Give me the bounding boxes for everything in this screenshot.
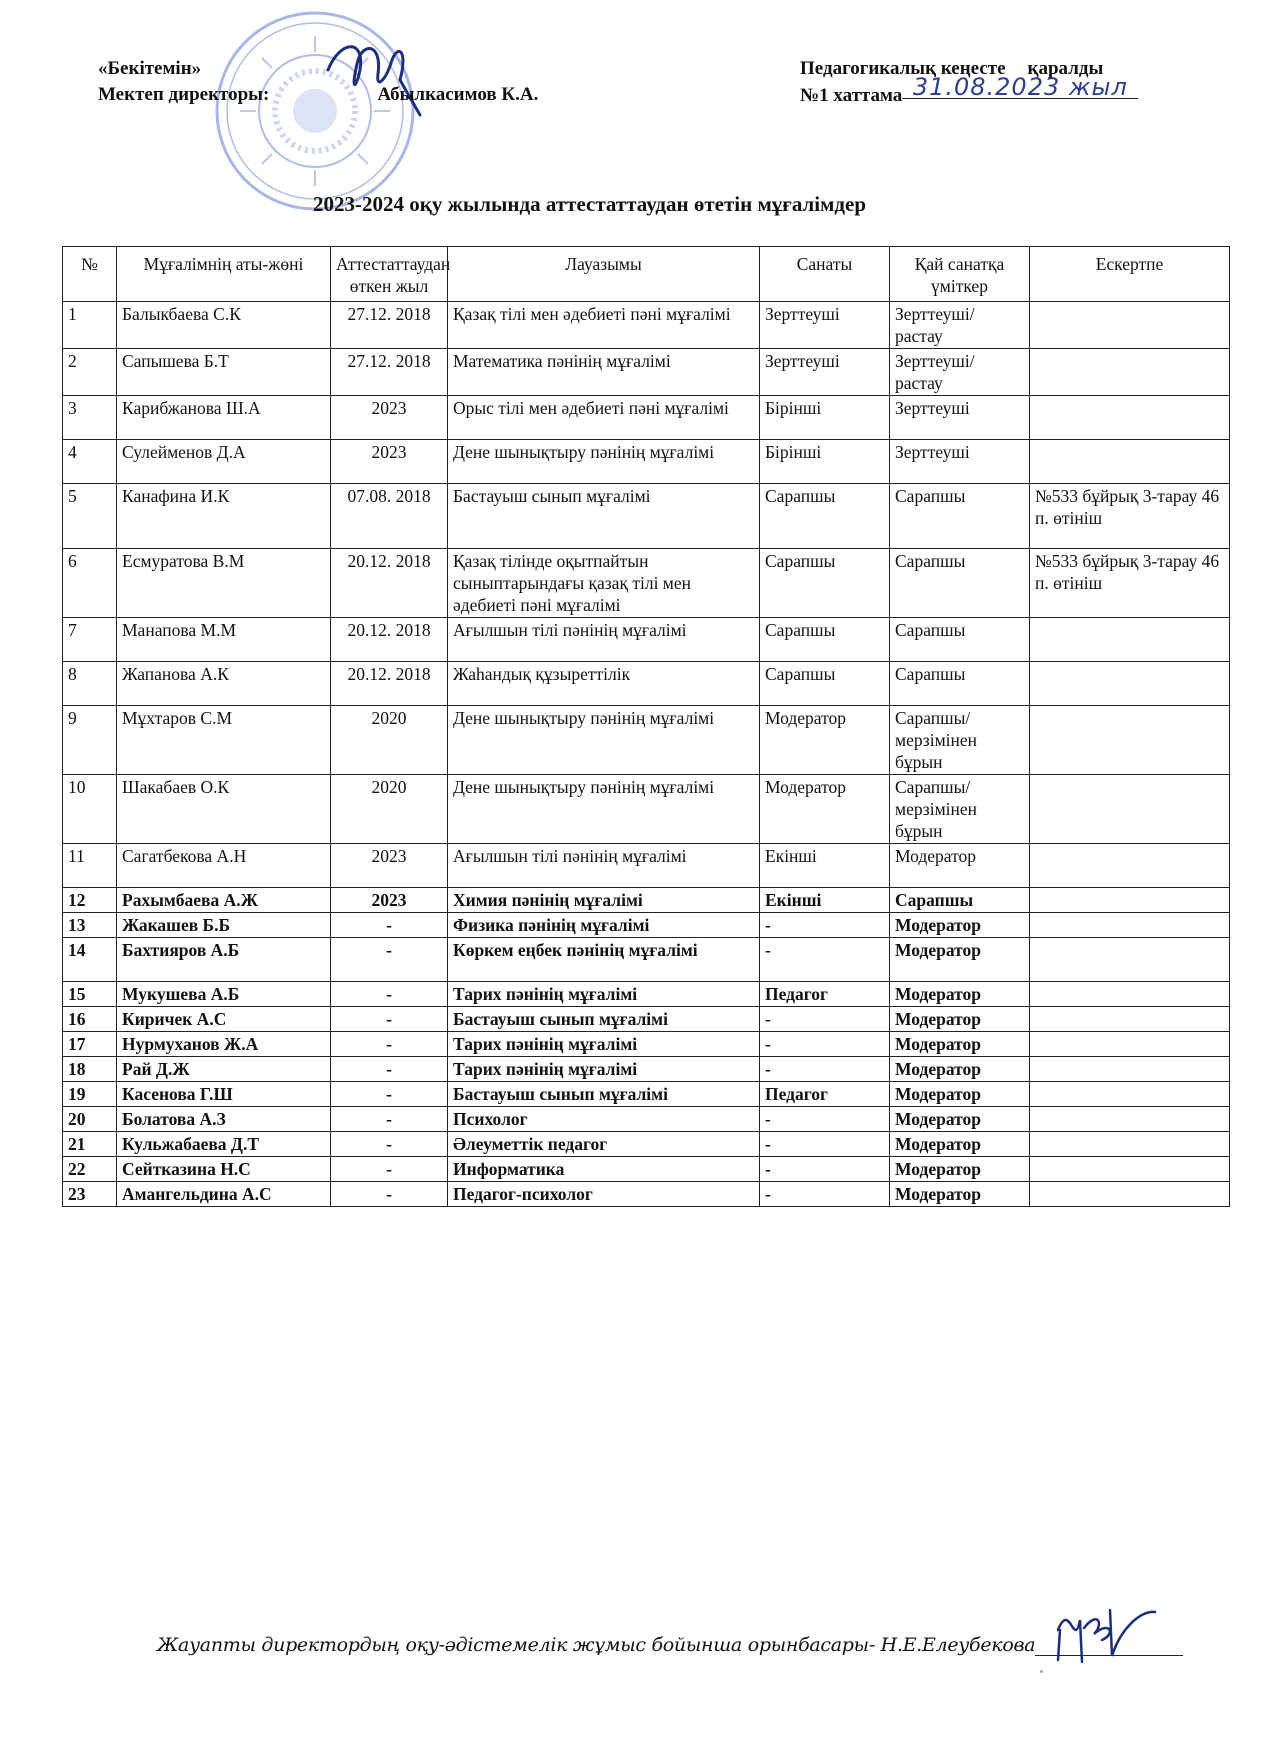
row-category: Екінші bbox=[760, 888, 890, 913]
row-applied-category: Зерттеуші bbox=[890, 440, 1030, 484]
row-teacher-name: Сейтказина Н.С bbox=[117, 1157, 331, 1182]
row-number: 12 bbox=[63, 888, 117, 913]
row-attestation-year: 2020 bbox=[331, 706, 448, 775]
director-label: Мектеп директоры: bbox=[98, 84, 270, 105]
row-note bbox=[1030, 1182, 1230, 1207]
row-note bbox=[1030, 302, 1230, 349]
row-attestation-year: 2020 bbox=[331, 775, 448, 844]
row-note bbox=[1030, 396, 1230, 440]
row-position: Әлеуметтік педагог bbox=[448, 1132, 760, 1157]
row-number: 15 bbox=[63, 982, 117, 1007]
table-row bbox=[63, 484, 1230, 549]
responsible-footer bbox=[157, 1634, 1183, 1656]
row-teacher-name: Сапышева Б.Т bbox=[117, 349, 331, 396]
row-position: Дене шынықтыру пәнінің мұғалімі bbox=[448, 440, 760, 484]
row-category: Педагог bbox=[760, 982, 890, 1007]
header-position: Лауазымы bbox=[448, 247, 760, 302]
row-note bbox=[1030, 1007, 1230, 1032]
row-number: 22 bbox=[63, 1157, 117, 1182]
row-attestation-year: 2023 bbox=[331, 440, 448, 484]
table-row bbox=[63, 662, 1230, 706]
row-number: 3 bbox=[63, 396, 117, 440]
row-number: 21 bbox=[63, 1132, 117, 1157]
row-number: 7 bbox=[63, 618, 117, 662]
row-note bbox=[1030, 440, 1230, 484]
row-category: Бірінші bbox=[760, 440, 890, 484]
row-applied-category: Модератор bbox=[890, 844, 1030, 888]
row-note bbox=[1030, 1107, 1230, 1132]
row-number: 2 bbox=[63, 349, 117, 396]
row-category: Сарапшы bbox=[760, 618, 890, 662]
row-category: Модератор bbox=[760, 775, 890, 844]
row-teacher-name: Жакашев Б.Б bbox=[117, 913, 331, 938]
row-position: Тарих пәнінің мұғалімі bbox=[448, 982, 760, 1007]
table-row bbox=[63, 1057, 1230, 1082]
row-note bbox=[1030, 888, 1230, 913]
table-row bbox=[63, 938, 1230, 982]
row-position: Қазақ тілінде оқытпайтын сыныптарындағы қазақ тілі мен әдебиеті пәні мұғалімі bbox=[448, 549, 760, 618]
row-applied-category: Модератор bbox=[890, 1057, 1030, 1082]
row-number: 16 bbox=[63, 1007, 117, 1032]
row-teacher-name: Карибжанова Ш.А bbox=[117, 396, 331, 440]
table-row bbox=[63, 1032, 1230, 1057]
row-note bbox=[1030, 706, 1230, 775]
row-teacher-name: Касенова Г.Ш bbox=[117, 1082, 331, 1107]
row-note bbox=[1030, 1157, 1230, 1182]
row-category: Екінші bbox=[760, 844, 890, 888]
row-attestation-year: - bbox=[331, 1032, 448, 1057]
row-number: 17 bbox=[63, 1032, 117, 1057]
row-number: 19 bbox=[63, 1082, 117, 1107]
row-note bbox=[1030, 938, 1230, 982]
row-applied-category: Модератор bbox=[890, 1182, 1030, 1207]
row-applied-category: Сарапшы bbox=[890, 662, 1030, 706]
row-applied-category: Зерттеуші/ растау bbox=[890, 349, 1030, 396]
header-applied: Қай санатқа үміткер bbox=[890, 247, 1030, 302]
row-applied-category: Модератор bbox=[890, 982, 1030, 1007]
row-applied-category: Модератор bbox=[890, 1007, 1030, 1032]
row-number: 10 bbox=[63, 775, 117, 844]
row-number: 8 bbox=[63, 662, 117, 706]
row-attestation-year: 20.12. 2018 bbox=[331, 549, 448, 618]
row-note bbox=[1030, 1057, 1230, 1082]
row-applied-category: Сарапшы/ мерзімінен бұрын bbox=[890, 775, 1030, 844]
row-attestation-year: 2023 bbox=[331, 888, 448, 913]
row-position: Ағылшын тілі пәнінің мұғалімі bbox=[448, 618, 760, 662]
row-attestation-year: - bbox=[331, 982, 448, 1007]
row-teacher-name: Рай Д.Ж bbox=[117, 1057, 331, 1082]
row-teacher-name: Жапанова А.К bbox=[117, 662, 331, 706]
row-note bbox=[1030, 662, 1230, 706]
row-attestation-year: - bbox=[331, 1107, 448, 1132]
row-applied-category: Модератор bbox=[890, 938, 1030, 982]
header-num: № bbox=[63, 247, 117, 302]
row-applied-category: Сарапшы/ мерзімінен бұрын bbox=[890, 706, 1030, 775]
row-category: - bbox=[760, 1132, 890, 1157]
table-row bbox=[63, 1157, 1230, 1182]
row-number: 6 bbox=[63, 549, 117, 618]
row-teacher-name: Рахымбаева А.Ж bbox=[117, 888, 331, 913]
row-position: Психолог bbox=[448, 1107, 760, 1132]
row-number: 14 bbox=[63, 938, 117, 982]
row-note bbox=[1030, 982, 1230, 1007]
row-teacher-name: Сулейменов Д.А bbox=[117, 440, 331, 484]
row-applied-category: Модератор bbox=[890, 1032, 1030, 1057]
row-attestation-year: - bbox=[331, 1182, 448, 1207]
row-number: 5 bbox=[63, 484, 117, 549]
director-name: Абылкасимов К.А. bbox=[377, 84, 539, 105]
row-note: №533 бұйрық 3-тарау 46 п. өтініш bbox=[1030, 549, 1230, 618]
row-attestation-year: - bbox=[331, 1157, 448, 1182]
row-applied-category: Сарапшы bbox=[890, 549, 1030, 618]
row-applied-category: Сарапшы bbox=[890, 888, 1030, 913]
table-header-row bbox=[63, 247, 1230, 302]
row-teacher-name: Мұхтаров С.М bbox=[117, 706, 331, 775]
row-position: Тарих пәнінің мұғалімі bbox=[448, 1032, 760, 1057]
row-number: 1 bbox=[63, 302, 117, 349]
deputy-signature-icon bbox=[1040, 1590, 1160, 1670]
header-year: Аттестаттаудан өткен жыл bbox=[331, 247, 448, 302]
row-applied-category: Зерттеуші bbox=[890, 396, 1030, 440]
row-number: 9 bbox=[63, 706, 117, 775]
row-category: - bbox=[760, 1032, 890, 1057]
council-block bbox=[800, 56, 1138, 109]
row-category: Бірінші bbox=[760, 396, 890, 440]
table-row bbox=[63, 302, 1230, 349]
row-number: 4 bbox=[63, 440, 117, 484]
row-position: Бастауыш сынып мұғалімі bbox=[448, 484, 760, 549]
header-name: Мұғалімнің аты-жөні bbox=[117, 247, 331, 302]
row-position: Математика пәнінің мұғалімі bbox=[448, 349, 760, 396]
row-applied-category: Модератор bbox=[890, 1157, 1030, 1182]
row-applied-category: Сарапшы bbox=[890, 484, 1030, 549]
row-applied-category: Зерттеуші/ растау bbox=[890, 302, 1030, 349]
table-row bbox=[63, 775, 1230, 844]
row-position: Химия пәнінің мұғалімі bbox=[448, 888, 760, 913]
row-attestation-year: 2023 bbox=[331, 844, 448, 888]
row-applied-category: Модератор bbox=[890, 913, 1030, 938]
scan-dot bbox=[1040, 1670, 1043, 1673]
table-row bbox=[63, 1132, 1230, 1157]
row-position: Информатика bbox=[448, 1157, 760, 1182]
row-attestation-year: - bbox=[331, 913, 448, 938]
row-number: 20 bbox=[63, 1107, 117, 1132]
row-teacher-name: Сагатбекова А.Н bbox=[117, 844, 331, 888]
row-position: Дене шынықтыру пәнінің мұғалімі bbox=[448, 775, 760, 844]
table-row bbox=[63, 888, 1230, 913]
table-row bbox=[63, 1082, 1230, 1107]
row-number: 11 bbox=[63, 844, 117, 888]
row-attestation-year: 27.12. 2018 bbox=[331, 349, 448, 396]
header-category: Санаты bbox=[760, 247, 890, 302]
row-note bbox=[1030, 1132, 1230, 1157]
table-row bbox=[63, 913, 1230, 938]
protocol-date: 31.08.2023 жыл bbox=[902, 76, 1138, 99]
approval-block bbox=[98, 56, 538, 108]
row-category: Сарапшы bbox=[760, 662, 890, 706]
table-row bbox=[63, 844, 1230, 888]
row-position: Бастауыш сынып мұғалімі bbox=[448, 1082, 760, 1107]
row-category: Сарапшы bbox=[760, 484, 890, 549]
row-teacher-name: Нурмуханов Ж.А bbox=[117, 1032, 331, 1057]
row-position: Педагог-психолог bbox=[448, 1182, 760, 1207]
table-row bbox=[63, 549, 1230, 618]
row-attestation-year: - bbox=[331, 1007, 448, 1032]
row-teacher-name: Манапова М.М bbox=[117, 618, 331, 662]
attestation-table bbox=[62, 246, 1230, 1207]
row-category: Сарапшы bbox=[760, 549, 890, 618]
table-row bbox=[63, 618, 1230, 662]
table-row bbox=[63, 982, 1230, 1007]
table-row bbox=[63, 1007, 1230, 1032]
row-attestation-year: - bbox=[331, 1082, 448, 1107]
row-teacher-name: Кульжабаева Д.Т bbox=[117, 1132, 331, 1157]
row-teacher-name: Канафина И.К bbox=[117, 484, 331, 549]
row-applied-category: Модератор bbox=[890, 1082, 1030, 1107]
council-considered: қаралды bbox=[1027, 58, 1104, 79]
row-note bbox=[1030, 618, 1230, 662]
row-category: - bbox=[760, 938, 890, 982]
row-teacher-name: Мукушева А.Б bbox=[117, 982, 331, 1007]
row-position: Жаһандық құзыреттілік bbox=[448, 662, 760, 706]
row-attestation-year: 2023 bbox=[331, 396, 448, 440]
row-attestation-year: 20.12. 2018 bbox=[331, 662, 448, 706]
row-category: - bbox=[760, 1182, 890, 1207]
row-number: 18 bbox=[63, 1057, 117, 1082]
table-row bbox=[63, 1107, 1230, 1132]
row-number: 23 bbox=[63, 1182, 117, 1207]
row-applied-category: Модератор bbox=[890, 1107, 1030, 1132]
row-number: 13 bbox=[63, 913, 117, 938]
row-position: Ағылшын тілі пәнінің мұғалімі bbox=[448, 844, 760, 888]
table-row bbox=[63, 396, 1230, 440]
council-text: Педагогикалық кеңесте bbox=[800, 58, 1006, 79]
row-category: - bbox=[760, 1107, 890, 1132]
row-teacher-name: Шакабаев О.К bbox=[117, 775, 331, 844]
row-category: - bbox=[760, 1007, 890, 1032]
row-note bbox=[1030, 913, 1230, 938]
header-note: Ескертпе bbox=[1030, 247, 1230, 302]
row-attestation-year: - bbox=[331, 1057, 448, 1082]
table-row bbox=[63, 349, 1230, 396]
row-position: Қазақ тілі мен әдебиеті пәні мұғалімі bbox=[448, 302, 760, 349]
row-category: Педагог bbox=[760, 1082, 890, 1107]
row-note: №533 бұйрық 3-тарау 46 п. өтініш bbox=[1030, 484, 1230, 549]
approve-label: «Бекітемін» bbox=[98, 58, 202, 79]
row-category: Модератор bbox=[760, 706, 890, 775]
row-note bbox=[1030, 1082, 1230, 1107]
row-applied-category: Сарапшы bbox=[890, 618, 1030, 662]
row-teacher-name: Есмуратова В.М bbox=[117, 549, 331, 618]
row-note bbox=[1030, 775, 1230, 844]
table-row bbox=[63, 440, 1230, 484]
row-attestation-year: - bbox=[331, 1132, 448, 1157]
row-attestation-year: 07.08. 2018 bbox=[331, 484, 448, 549]
row-position: Бастауыш сынып мұғалімі bbox=[448, 1007, 760, 1032]
row-teacher-name: Бахтияров А.Б bbox=[117, 938, 331, 982]
row-category: Зерттеуші bbox=[760, 302, 890, 349]
row-position: Физика пәнінің мұғалімі bbox=[448, 913, 760, 938]
responsible-text: Жауапты директордың оқу-әдістемелік жұмыс бойынша орынбасары- Н.Е.Елеубекова bbox=[157, 1634, 1036, 1656]
page-title: 2023-2024 оқу жылында аттестаттаудан өтетін мұғалімдер bbox=[313, 192, 867, 216]
row-note bbox=[1030, 844, 1230, 888]
row-note bbox=[1030, 1032, 1230, 1057]
row-applied-category: Модератор bbox=[890, 1132, 1030, 1157]
table-row bbox=[63, 706, 1230, 775]
row-position: Көркем еңбек пәнінің мұғалімі bbox=[448, 938, 760, 982]
row-note bbox=[1030, 349, 1230, 396]
row-category: - bbox=[760, 913, 890, 938]
row-teacher-name: Киричек А.С bbox=[117, 1007, 331, 1032]
row-position: Дене шынықтыру пәнінің мұғалімі bbox=[448, 706, 760, 775]
row-teacher-name: Амангельдина А.С bbox=[117, 1182, 331, 1207]
row-category: - bbox=[760, 1157, 890, 1182]
row-position: Тарих пәнінің мұғалімі bbox=[448, 1057, 760, 1082]
row-teacher-name: Болатова А.З bbox=[117, 1107, 331, 1132]
row-attestation-year: - bbox=[331, 938, 448, 982]
row-attestation-year: 20.12. 2018 bbox=[331, 618, 448, 662]
row-category: - bbox=[760, 1057, 890, 1082]
row-position: Орыс тілі мен әдебиеті пәні мұғалімі bbox=[448, 396, 760, 440]
row-category: Зерттеуші bbox=[760, 349, 890, 396]
row-teacher-name: Балыкбаева С.К bbox=[117, 302, 331, 349]
protocol-label: №1 хаттама bbox=[800, 85, 903, 106]
row-attestation-year: 27.12. 2018 bbox=[331, 302, 448, 349]
table-row bbox=[63, 1182, 1230, 1207]
